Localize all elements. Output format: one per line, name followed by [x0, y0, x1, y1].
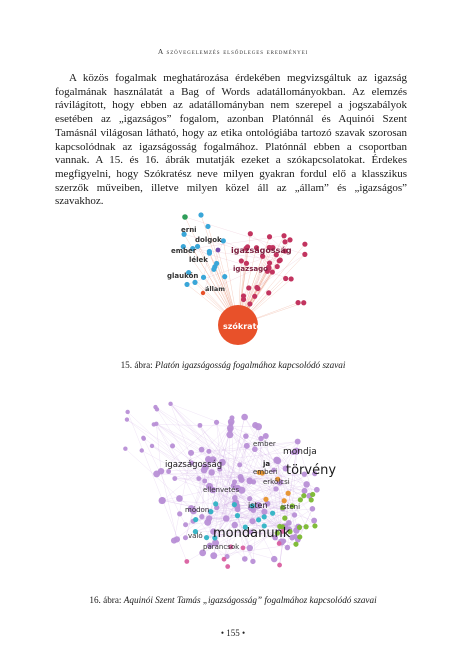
network-node [237, 462, 242, 467]
node-label-erkolcsi: erkölcsi [263, 478, 290, 486]
network-node [232, 495, 238, 501]
network-node [302, 488, 308, 494]
network-node [239, 477, 245, 483]
node-label-allam: állam [205, 285, 226, 293]
node-label-mondja: mondja [283, 447, 317, 457]
network-node [310, 506, 316, 512]
node-label-igazsagossag: igazságosság [231, 246, 292, 255]
network-node [184, 282, 189, 287]
network-node [206, 449, 211, 454]
network-node [171, 537, 177, 543]
network-node [293, 542, 298, 547]
network-node [249, 518, 255, 524]
network-node [192, 280, 197, 285]
network-node [255, 423, 262, 430]
figure-16-network [103, 392, 363, 587]
network-node [198, 212, 203, 217]
network-node [242, 556, 248, 562]
node-label-lelek: lélek [189, 256, 208, 264]
network-node [241, 545, 246, 550]
network-node [270, 269, 275, 274]
node-label-valo: való [188, 532, 203, 540]
network-node [222, 557, 227, 562]
figure-15-network [143, 205, 323, 355]
network-node [295, 439, 301, 445]
network-node [314, 487, 320, 493]
network-node [301, 300, 306, 305]
network-node [273, 486, 278, 491]
network-node [212, 264, 217, 269]
page-number: • 155 • [220, 628, 246, 638]
figure-16-caption [0, 595, 466, 605]
network-node [153, 470, 160, 477]
network-node [232, 502, 237, 507]
node-label-isteni: isteni [281, 503, 301, 511]
network-node [223, 515, 230, 522]
node-label-dolgok: dolgok [195, 236, 222, 244]
network-node [309, 497, 314, 502]
network-node [295, 300, 300, 305]
network-node [304, 524, 309, 529]
network-node [183, 522, 188, 527]
network-node [266, 290, 271, 295]
network-node [271, 556, 277, 562]
network-node [222, 274, 227, 279]
network-node [287, 237, 292, 242]
network-node [235, 513, 240, 518]
network-node [208, 469, 214, 475]
network-node [247, 545, 253, 551]
node-label-ja: ja [263, 460, 271, 468]
network-node [298, 497, 303, 502]
network-node [125, 410, 129, 414]
network-node [281, 233, 286, 238]
network-node [248, 231, 253, 236]
network-node [193, 517, 198, 522]
network-node [196, 476, 201, 481]
network-node [172, 476, 177, 481]
network-node [256, 517, 261, 522]
network-node [267, 234, 272, 239]
network-node [270, 511, 275, 516]
network-node [188, 450, 194, 456]
network-node [201, 275, 206, 280]
network-node [159, 497, 166, 504]
network-node [125, 417, 129, 421]
network-node [216, 248, 221, 253]
network-node [184, 559, 189, 564]
network-node [229, 415, 234, 420]
network-node [289, 276, 294, 281]
network-node [263, 433, 269, 439]
network-node [250, 559, 255, 564]
network-node [202, 478, 207, 483]
network-node [168, 402, 172, 406]
node-label-mondanunk: mondanunk [213, 526, 291, 541]
network-node [286, 491, 291, 496]
network-node [199, 514, 204, 519]
network-node [204, 535, 209, 540]
network-node [206, 515, 212, 521]
network-node [225, 564, 230, 569]
network-node [273, 457, 280, 464]
network-node [302, 252, 307, 257]
network-node [277, 563, 282, 568]
node-label-parancsok: parancsok [203, 543, 240, 551]
network-node [297, 534, 302, 539]
network-node [310, 492, 315, 497]
figure-16-caption-text: Aquinói Szent Tamás „igazságosság” fogalmához kapcsolódó szavai [123, 595, 377, 605]
network-node [182, 214, 188, 220]
network-node [243, 433, 249, 439]
node-label-torveny: törvény [286, 463, 337, 478]
network-node [312, 523, 317, 528]
network-node [275, 264, 280, 269]
node-label-ember: ember [171, 247, 197, 255]
network-node [199, 447, 205, 453]
node-label-ellenvetes: ellenvetés [203, 486, 240, 494]
network-node [241, 297, 246, 302]
node-label-ember: ember [253, 440, 276, 448]
network-node [207, 251, 212, 256]
network-node [246, 285, 251, 290]
network-node [214, 420, 219, 425]
network-node [278, 258, 283, 263]
network-node [150, 444, 154, 448]
node-label-igazsagossag: igazságosság [165, 460, 223, 470]
network-node [311, 518, 317, 524]
network-node [170, 443, 175, 448]
network-node [241, 414, 248, 421]
network-node [232, 479, 237, 484]
network-node [262, 514, 267, 519]
network-node [152, 422, 156, 426]
network-node [247, 301, 252, 306]
network-node [301, 493, 306, 498]
network-node [247, 478, 253, 484]
node-label-igazsago: igazsago [233, 265, 268, 273]
network-node [239, 258, 244, 263]
figure-16 [0, 392, 466, 587]
network-node [210, 552, 217, 559]
network-node [283, 276, 288, 281]
network-node [155, 407, 159, 411]
node-label-glaukon: glaukón [167, 272, 199, 280]
network-node [302, 242, 307, 247]
running-head: A szövegelemzés elsődleges eredményei [157, 47, 309, 56]
figure-15-caption [0, 360, 466, 370]
network-node [282, 516, 287, 521]
network-node [205, 224, 210, 229]
node-label-emberi: emberi [253, 468, 278, 476]
network-edge [161, 471, 177, 539]
network-node [252, 294, 257, 299]
node-label-ernyi: erni [181, 226, 197, 234]
network-node [297, 525, 302, 530]
network-node [244, 443, 250, 449]
network-node [198, 423, 203, 428]
network-node [303, 481, 310, 488]
network-node [177, 511, 182, 516]
network-node [277, 541, 282, 546]
network-node [142, 436, 146, 440]
figure-15-caption-text: Platón igazságosság fogalmához kapcsolódó szavai [155, 360, 346, 370]
network-node [285, 545, 290, 550]
body-text [55, 72, 407, 209]
figure-15-caption-prefix: 15. ábra: [120, 360, 156, 370]
node-label-isten: isten [248, 501, 268, 510]
network-node [213, 501, 218, 506]
network-node [254, 285, 259, 290]
network-node [176, 495, 183, 502]
node-label-szokrates: szókratész [223, 322, 272, 331]
figure-16-caption-prefix: 16. ábra: [89, 595, 124, 605]
body-paragraph: A közös fogalmak meghatározása érdekében megvizsgáltuk az igazság fogalmának használatát a Bag of Words adatállományokban. Az elemzés rávilágított, hogy ebben az adatállományban nem szerepel a jogszabályok esetében az „igazságos” fogalom, azonban Platónnál és Aquinói Szent Tamásnál világosan látható, hogy az etika ontológiába tartozó szavak szorosan kapcsolódnak az igazságosság fogalmához. Platónnál ebben a csoportban vannak. A 15. és 16. ábrák mutatják ezeket a szókapcsolatokat. Érdekes megfigyelni, hogy Szókratész neve milyen gyakran fordul elő a klasszikus szerzők műveiben, illetve milyen közel áll az „állam” és „igazságos” szavakhoz. [55, 72, 407, 208]
figure-15 [0, 205, 466, 355]
node-label-modon: módon [185, 506, 210, 514]
network-edge [171, 404, 223, 463]
network-node [123, 446, 127, 450]
network-node [292, 512, 297, 517]
network-node [282, 239, 287, 244]
network-node [140, 448, 144, 452]
